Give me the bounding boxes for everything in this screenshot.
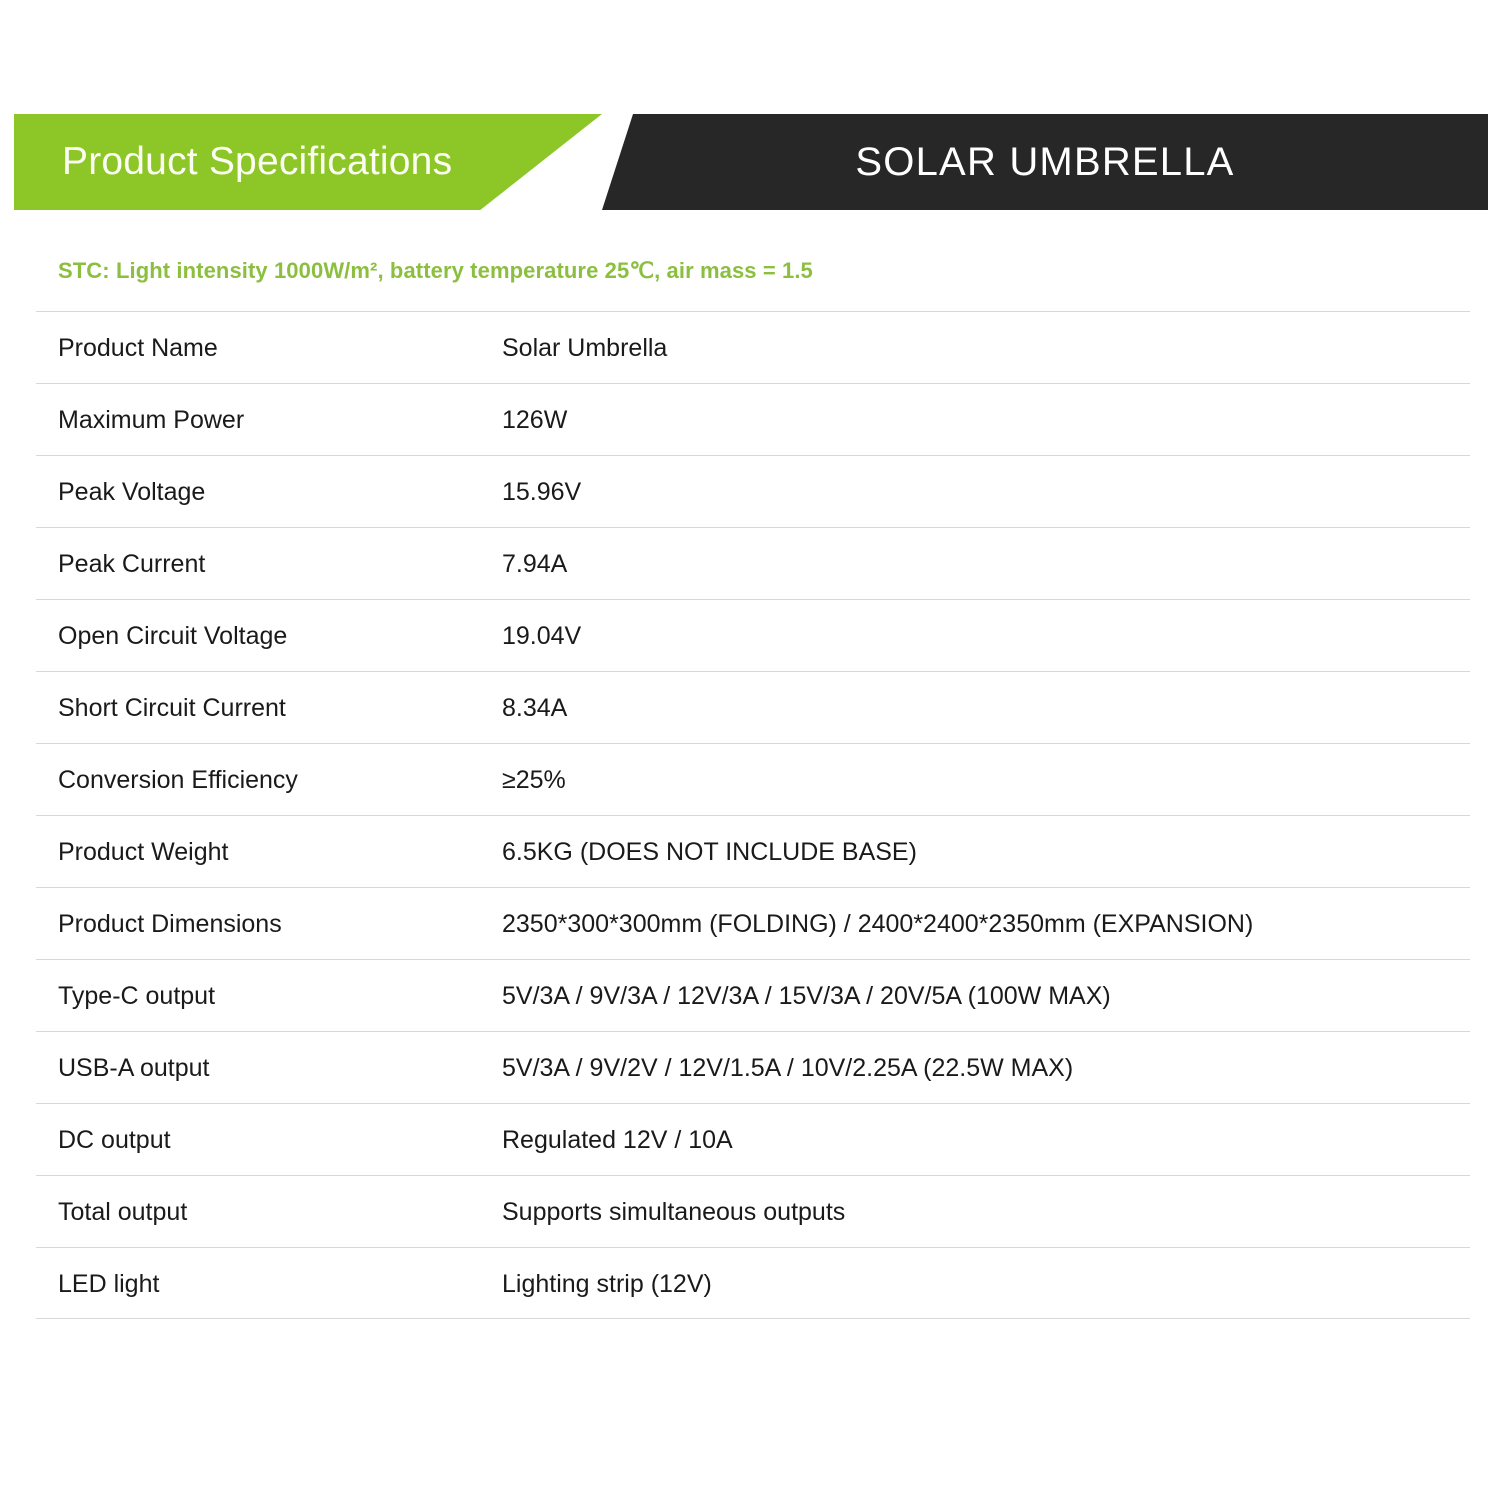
spec-value: 2350*300*300mm (FOLDING) / 2400*2400*2350mm (EXPANSION) [502, 910, 1254, 938]
spec-label: Maximum Power [58, 406, 245, 434]
spec-label: Open Circuit Voltage [58, 622, 288, 650]
spec-value: Solar Umbrella [502, 334, 668, 362]
table-row [36, 383, 1470, 455]
table-row [36, 455, 1470, 527]
spec-value: 19.04V [502, 622, 582, 650]
spec-label: Peak Voltage [58, 478, 206, 506]
spec-label: Total output [58, 1198, 188, 1226]
spec-label: Product Dimensions [58, 910, 282, 938]
spec-label: Conversion Efficiency [58, 766, 298, 794]
table-row [36, 1247, 1470, 1319]
table-row [36, 311, 1470, 383]
spec-value: 5V/3A / 9V/3A / 12V/3A / 15V/3A / 20V/5A (100W MAX) [502, 982, 1111, 1010]
spec-value: Regulated 12V / 10A [502, 1126, 733, 1154]
table-row [36, 743, 1470, 815]
table-row [36, 959, 1470, 1031]
table-row [36, 599, 1470, 671]
spec-label: DC output [58, 1126, 171, 1154]
spec-label: USB-A output [58, 1054, 210, 1082]
spec-label: Product Name [58, 334, 218, 362]
product-name-title: SOLAR UMBRELLA [855, 140, 1235, 184]
page-header-banner [0, 114, 1500, 210]
spec-label: Type-C output [58, 982, 216, 1010]
table-row [36, 887, 1470, 959]
specifications-table [36, 311, 1470, 1319]
spec-label: Product Weight [58, 838, 229, 866]
stc-conditions-note: STC: Light intensity 1000W/m², battery temperature 25℃, air mass = 1.5 [58, 258, 813, 283]
spec-value: 5V/3A / 9V/2V / 12V/1.5A / 10V/2.25A (22.5W MAX) [502, 1054, 1074, 1082]
table-row [36, 671, 1470, 743]
spec-label: Peak Current [58, 550, 206, 578]
spec-label: Short Circuit Current [58, 694, 286, 722]
table-row [36, 815, 1470, 887]
spec-value: 8.34A [502, 694, 568, 722]
table-row [36, 527, 1470, 599]
spec-value: 15.96V [502, 478, 582, 506]
table-row [36, 1175, 1470, 1247]
spec-value: 7.94A [502, 550, 568, 578]
spec-value: 126W [502, 406, 568, 434]
table-row [36, 1031, 1470, 1103]
spec-label: LED light [58, 1270, 160, 1298]
spec-value: Lighting strip (12V) [502, 1270, 712, 1298]
spec-value: Supports simultaneous outputs [502, 1198, 846, 1226]
table-row [36, 1103, 1470, 1175]
page-title: Product Specifications [62, 140, 453, 183]
spec-value: 6.5KG (DOES NOT INCLUDE BASE) [502, 838, 917, 866]
spec-value: ≥25% [502, 766, 566, 794]
